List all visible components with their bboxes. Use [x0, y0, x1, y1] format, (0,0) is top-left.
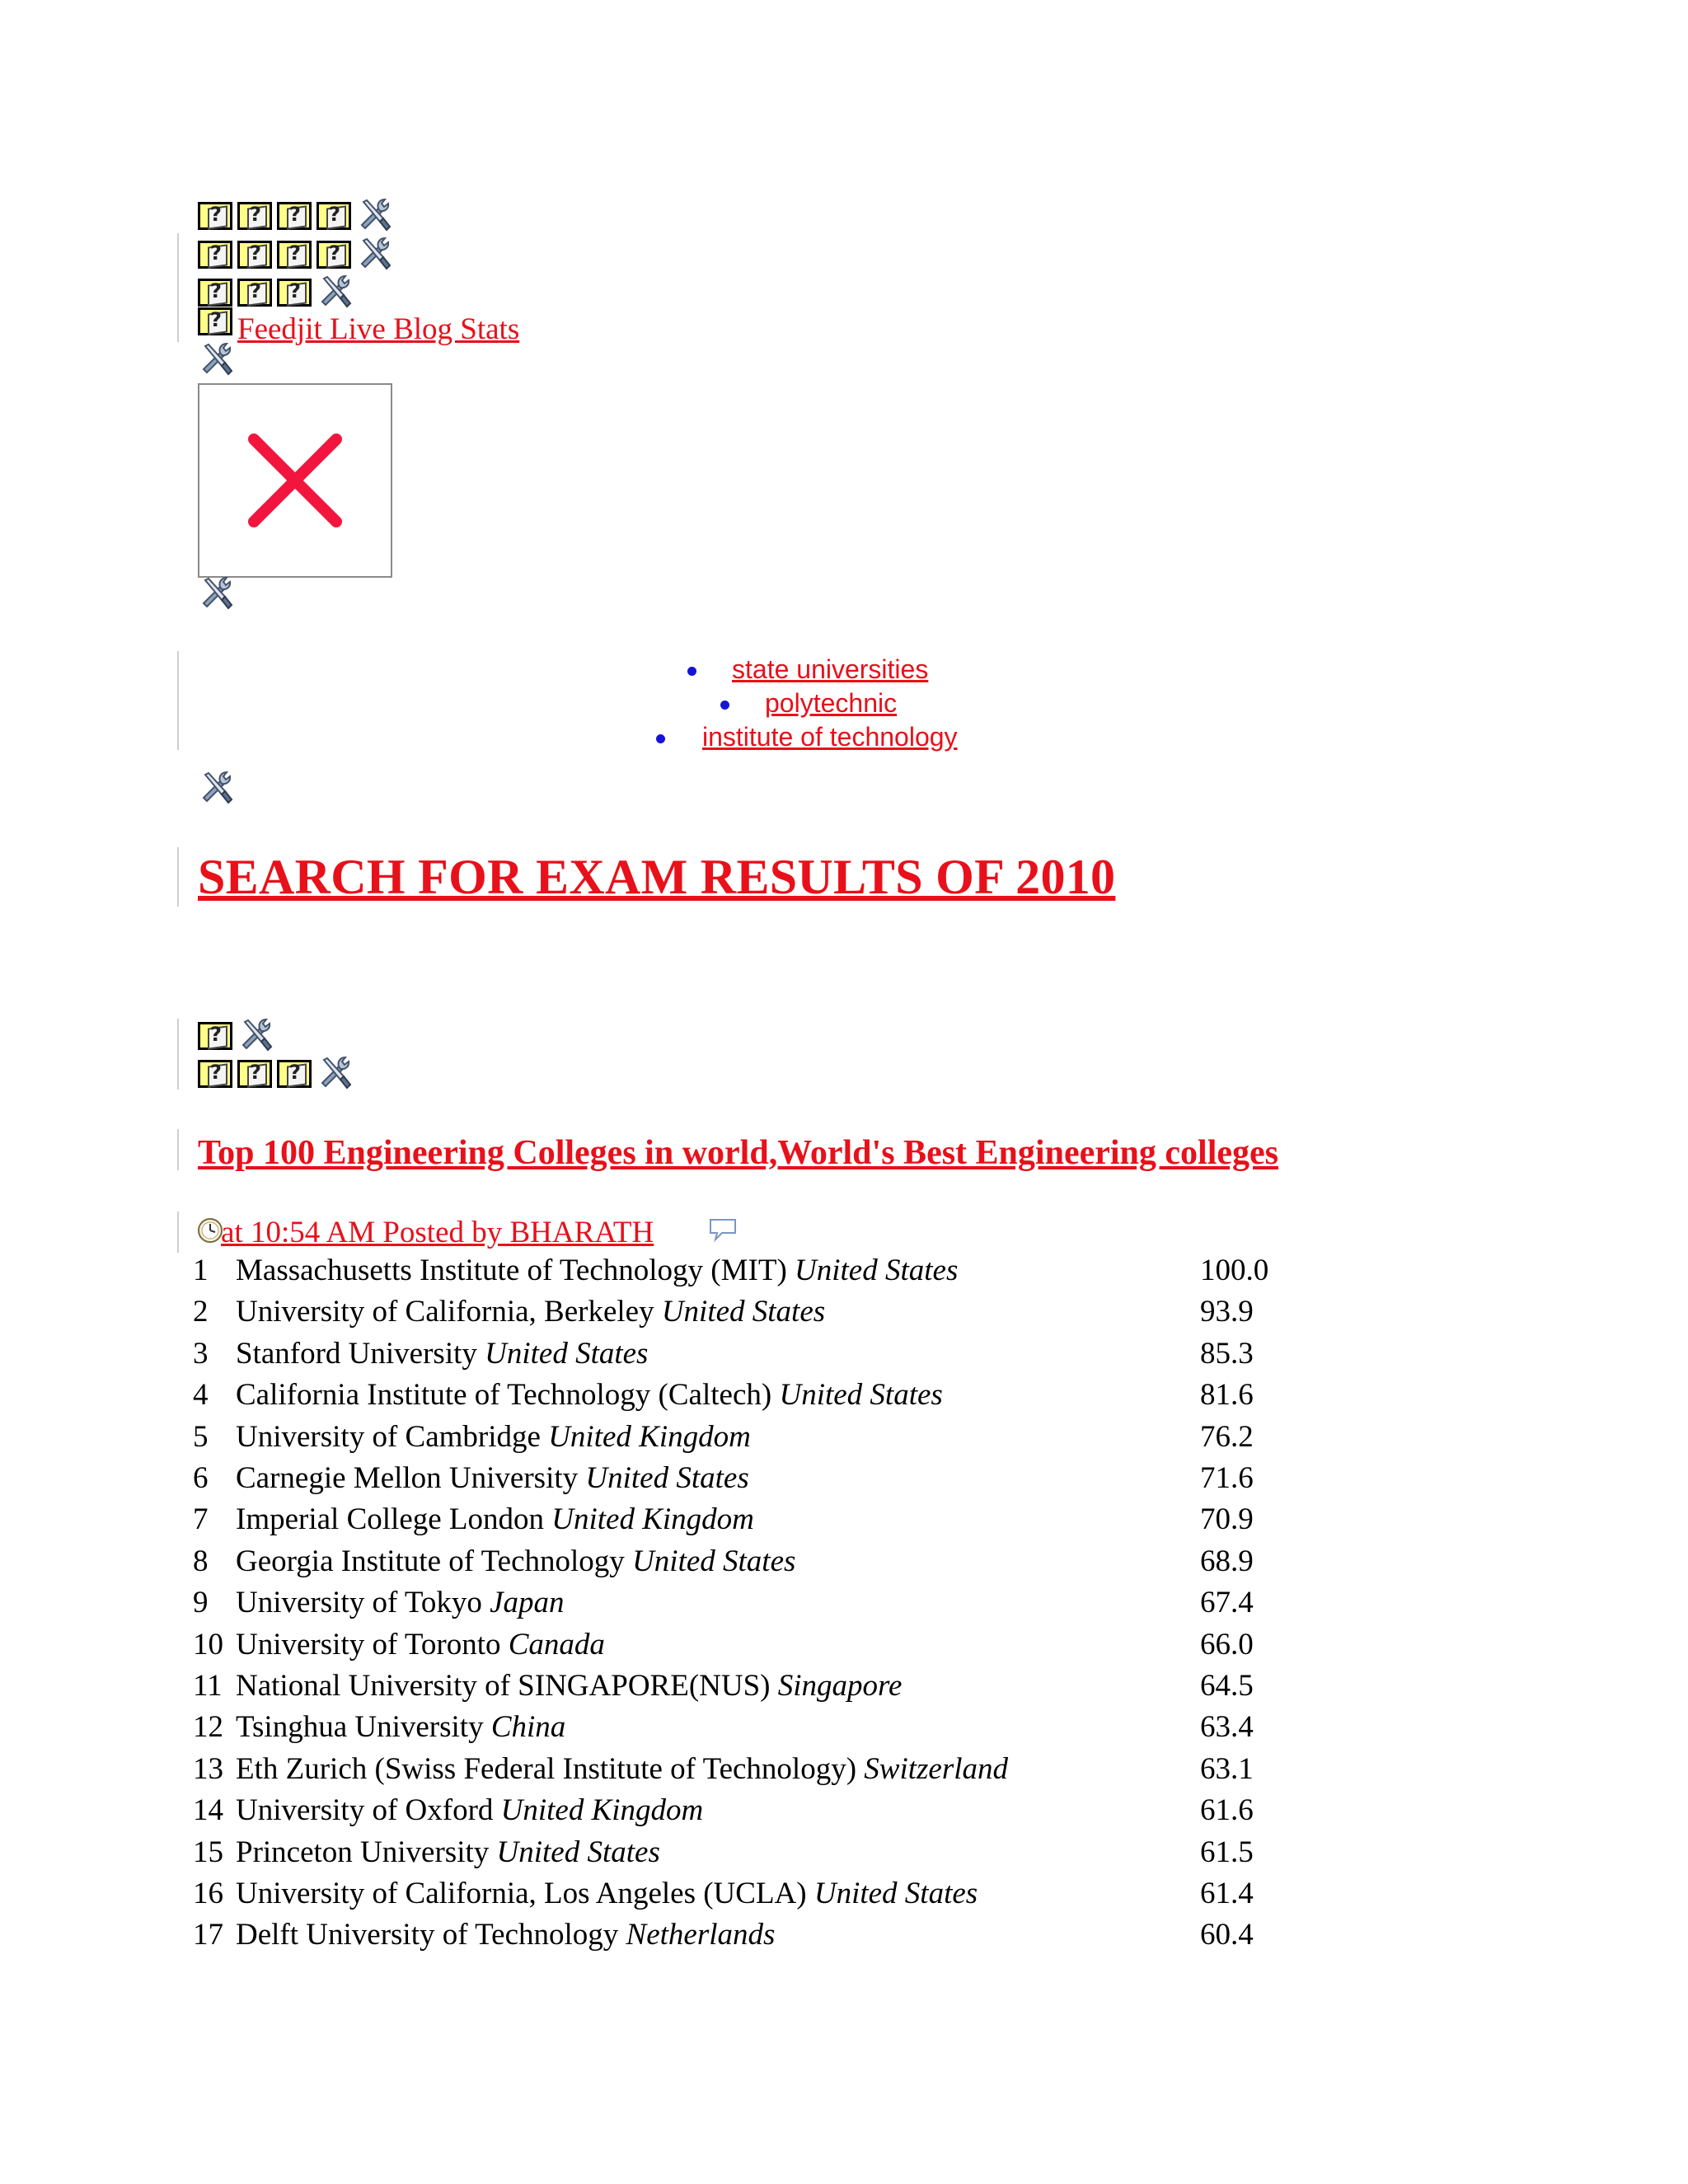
edit-tools-icon[interactable] [356, 197, 394, 233]
feedjit-live-blog-stats-link[interactable]: Feedjit Live Blog Stats [237, 312, 520, 346]
college-country: United States [779, 1378, 943, 1413]
college-name: Imperial College London [236, 1502, 545, 1537]
widget-icon-row [198, 279, 354, 312]
college-name: University of California, Los Angeles (UCLA) [236, 1877, 807, 1910]
college-name-cell [236, 1544, 795, 1579]
broken-image-icon [198, 279, 232, 307]
college-score: 61.5 [1200, 1835, 1254, 1869]
college-country: Netherlands [626, 1918, 776, 1952]
college-score: 93.9 [1200, 1295, 1254, 1329]
college-score: 71.6 [1200, 1461, 1254, 1495]
rank-number: 15 [193, 1835, 223, 1869]
college-country: Switzerland [864, 1751, 1009, 1786]
broken-image-icon [198, 1022, 232, 1050]
search-exam-results-heading-link[interactable]: SEARCH FOR EXAM RESULTS OF 2010 [198, 850, 1116, 904]
college-name: Georgia Institute of Technology [236, 1544, 625, 1578]
college-country: United Kingdom [548, 1419, 751, 1454]
college-score: 61.4 [1200, 1877, 1254, 1910]
college-name-cell [236, 1627, 605, 1662]
college-name: Massachusetts Institute of Technology (MIT) [236, 1254, 787, 1287]
college-country: United States [814, 1877, 978, 1910]
section-marker [177, 1129, 179, 1170]
rank-number: 7 [193, 1502, 209, 1537]
college-country: United Kingdom [500, 1793, 704, 1828]
broken-image-icon [277, 279, 312, 307]
college-name: University of California, Berkeley [236, 1295, 654, 1329]
rank-number: 1 [193, 1254, 209, 1287]
college-score: 63.1 [1200, 1751, 1254, 1786]
college-name-cell [236, 1835, 660, 1870]
college-name-cell [236, 1419, 751, 1455]
college-name: Tsinghua University [236, 1710, 484, 1745]
college-score: 68.9 [1200, 1544, 1254, 1578]
red-x-icon [199, 385, 391, 576]
rank-number: 3 [193, 1336, 209, 1371]
college-name-cell [236, 1876, 978, 1911]
edit-tools-icon[interactable] [316, 1055, 354, 1091]
broken-image-icon [237, 1060, 272, 1088]
rank-number: 2 [193, 1295, 209, 1329]
link-polytechnic[interactable]: polytechnic [765, 688, 898, 718]
broken-image-icon [277, 1060, 312, 1088]
college-score: 67.4 [1200, 1586, 1254, 1620]
college-name-cell [236, 1793, 703, 1828]
edit-tools-icon[interactable] [237, 1017, 275, 1053]
college-score: 70.9 [1200, 1502, 1254, 1537]
college-score: 100.0 [1200, 1254, 1269, 1287]
college-score: 64.5 [1200, 1669, 1254, 1703]
rank-number: 13 [193, 1751, 223, 1786]
list-bullet [687, 667, 696, 676]
college-name: Princeton University [236, 1835, 490, 1869]
broken-image-icon [277, 241, 312, 269]
broken-image-icon [237, 279, 272, 307]
link-state-universities[interactable]: state universities [732, 654, 929, 684]
college-country: United States [795, 1254, 959, 1287]
college-name: Delft University of Technology [236, 1918, 619, 1952]
college-name: California Institute of Technology (Caltech) [236, 1378, 772, 1413]
rank-number: 10 [193, 1627, 223, 1661]
rank-number: 6 [193, 1461, 209, 1495]
section-marker [177, 651, 179, 750]
broken-image-icon [237, 202, 272, 230]
edit-tools-icon[interactable] [198, 575, 236, 612]
broken-image-icon [198, 1060, 232, 1088]
college-name-cell [236, 1294, 825, 1329]
widget-icon-row [198, 202, 394, 235]
college-name-cell [236, 1460, 749, 1496]
broken-image-icon [237, 241, 272, 269]
widget-icon-row [198, 1060, 354, 1093]
post-meta-link[interactable]: at 10:54 AM Posted by BHARATH [221, 1216, 654, 1249]
college-name-cell [236, 1917, 775, 1952]
college-name-cell [236, 1502, 754, 1537]
college-country: United States [485, 1336, 649, 1371]
college-score: 66.0 [1200, 1627, 1254, 1661]
college-name: Carnegie Mellon University [236, 1461, 579, 1495]
comment-icon[interactable] [707, 1216, 740, 1244]
list-bullet [656, 734, 665, 743]
college-country: Japan [490, 1586, 565, 1620]
rank-number: 16 [193, 1877, 223, 1910]
section-marker [177, 847, 179, 907]
rank-number: 5 [193, 1419, 209, 1454]
broken-image-icon [198, 241, 232, 269]
college-name: Stanford University [236, 1336, 477, 1371]
widget-icon-row [198, 307, 237, 340]
rank-number: 8 [193, 1544, 209, 1578]
college-name: Eth Zurich (Swiss Federal Institute of Technology) [236, 1751, 857, 1786]
college-score: 60.4 [1200, 1918, 1254, 1952]
college-name: University of Oxford [236, 1793, 494, 1828]
broken-image-icon [316, 241, 351, 269]
edit-tools-icon[interactable] [356, 236, 394, 272]
rank-number: 4 [193, 1378, 209, 1413]
broken-image-icon [198, 307, 232, 335]
rank-number: 9 [193, 1586, 209, 1620]
college-score: 76.2 [1200, 1419, 1254, 1454]
broken-image-icon [198, 202, 232, 230]
college-name: National University of SINGAPORE(NUS) [236, 1669, 771, 1703]
broken-image-icon [316, 202, 351, 230]
broken-image-icon [277, 202, 312, 230]
college-country: United States [496, 1835, 660, 1869]
post-title-link[interactable]: Top 100 Engineering Colleges in world,World's Best Engineering colleges [198, 1134, 1279, 1172]
college-name: University of Cambridge [236, 1419, 541, 1454]
college-name-cell [236, 1253, 958, 1288]
broken-image-placeholder [198, 383, 392, 578]
edit-tools-icon[interactable] [316, 274, 354, 310]
college-country: United States [661, 1295, 826, 1329]
college-name-cell [236, 1377, 943, 1413]
college-country: China [490, 1710, 566, 1745]
college-score: 63.4 [1200, 1710, 1254, 1745]
widget-icon-row [198, 241, 394, 274]
college-name-cell [236, 1585, 565, 1620]
college-country: Singapore [777, 1669, 903, 1703]
college-name-cell [236, 1751, 1008, 1787]
college-country: Canada [508, 1627, 605, 1661]
section-marker [177, 1019, 179, 1090]
college-name-cell [236, 1709, 565, 1745]
edit-tools-icon[interactable] [198, 341, 236, 377]
college-score: 61.6 [1200, 1793, 1254, 1828]
edit-tools-icon[interactable] [198, 770, 236, 806]
link-institute-of-technology[interactable]: institute of technology [702, 722, 958, 752]
widget-icon-row [198, 1022, 275, 1055]
rank-number: 17 [193, 1918, 223, 1952]
college-name: University of Tokyo [236, 1586, 482, 1620]
rank-number: 11 [193, 1669, 223, 1703]
college-name: University of Toronto [236, 1627, 501, 1661]
college-country: United States [585, 1461, 749, 1495]
rank-number: 12 [193, 1710, 223, 1745]
list-bullet [720, 701, 729, 710]
section-marker [177, 233, 179, 342]
rank-number: 14 [193, 1793, 223, 1828]
section-marker [177, 1212, 179, 1253]
college-score: 81.6 [1200, 1378, 1254, 1413]
college-country: United States [632, 1544, 796, 1578]
college-score: 85.3 [1200, 1336, 1254, 1371]
college-name-cell [236, 1336, 648, 1371]
college-name-cell [236, 1668, 902, 1704]
college-country: United Kingdom [551, 1502, 754, 1537]
clock-icon [196, 1216, 224, 1244]
